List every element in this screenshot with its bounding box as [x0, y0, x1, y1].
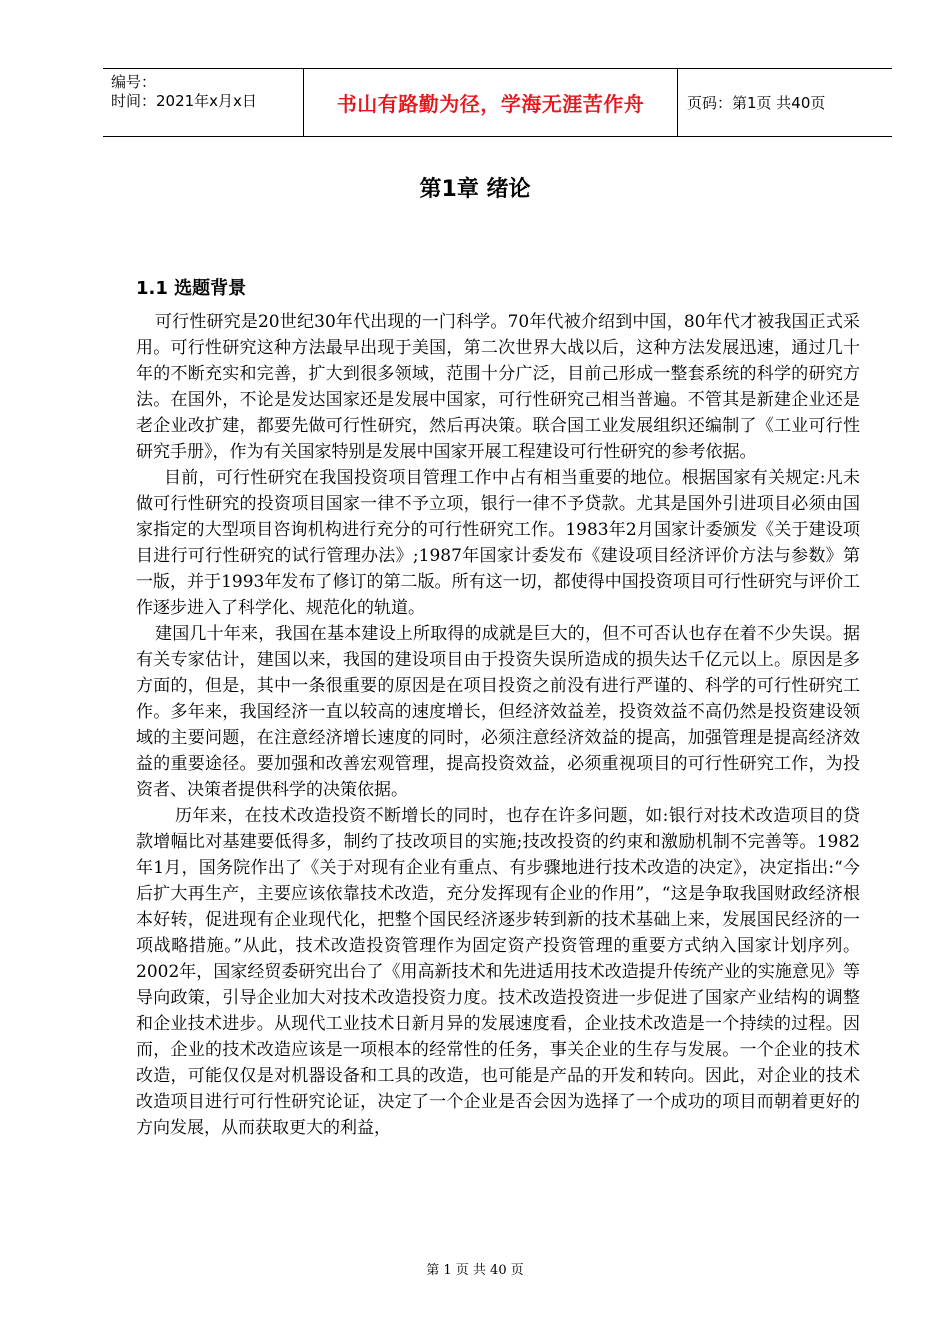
chapter-title: 第1章 绪论 — [419, 177, 531, 202]
page-footer: 第 1 页 共 40 页 — [426, 1263, 524, 1278]
header-motto: 书山有路勤为径，学海无涯苦作舟 — [304, 69, 678, 136]
paragraph: 建国几十年来，我国在基本建设上所取得的成就是巨大的，但不可否认也存在着不少失误。据有关专家估计，建国以来，我国的建设项目由于投资失误所造成的损失达千亿元以上。原因是多方面的，但是，其中一条很重要的原因是在项目投资之前没有进行严谨的、科学的可行性研究工作。多年来，我国经济一直以较高的速度增长，但经济效益差，投资效益不高仍然是投资建设领域的主要问题，在注意经济增长速度的同时，必须注意经济效益的提高，加强管理是提高经济效益的重要途径。要加强和改善宏观管理，提高投资效益，必须重视项目的可行性研究工作，为投资者、决策者提供科学的决策依据。 — [136, 624, 860, 800]
number-label: 编号： — [111, 73, 157, 91]
page-header — [103, 68, 892, 137]
time-label: 时间：2021年x月x日 — [111, 92, 257, 110]
paragraph: 可行性研究是20世纪30年代出现的一门科学。70年代被介绍到中国，80年代才被我国正式采用。可行性研究这种方法最早出现于美国，第二次世界大战以后，这种方法发展迅速，通过几十年的不断充实和完善，扩大到很多领域，范围十分广泛，目前己形成一整套系统的科学的研究方法。在国外，不论是发达国家还是发展中国家，可行性研究己相当普遍。不管其是新建企业还是老企业改扩建，都要先做可行性研究，然后再决策。联合国工业发展组织还编制了《工业可行性研究手册》，作为有关国家特别是发展中国家开展工程建设可行性研究的参考依据。 — [136, 312, 860, 462]
section-title: 1.1 选题背景 — [136, 278, 247, 299]
paragraph: 目前，可行性研究在我国投资项目管理工作中占有相当重要的地位。根据国家有关规定:凡未做可行性研究的投资项目国家一律不予立项，银行一律不予贷款。尤其是国外引进项目必须由国家指定的大型项目咨询机构进行充分的可行性研究工作。1983年2月国家计委颁发《关于建设项目进行可行性研究的试行管理办法》;1987年国家计委发布《建设项目经济评价方法与参数》第一版，并于1993年发布了修订的第二版。所有这一切，都使得中国投资项目可行性研究与评价工作逐步进入了科学化、规范化的轨道。 — [136, 468, 860, 618]
paragraph: 历年来，在技术改造投资不断增长的同时，也存在许多问题，如:银行对技术改造项目的贷款增幅比对基建要低得多，制约了技改项目的实施;技改投资的约束和激励机制不完善等。1982年1月，国务院作出了《关于对现有企业有重点、有步骤地进行技术改造的决定》，决定指出:“今后扩大再生产，主要应该依靠技术改造，充分发挥现有企业的作用”，“这是争取我国财政经济根本好转，促进现有企业现代化，把整个国民经济逐步转到新的技术基础上来，发展国民经济的一项战略措施。”从此，技术改造投资管理作为固定资产投资管理的重要方式纳入国家计划序列。2002年，国家经贸委研究出台了《用高新技术和先进适用技术改造提升传统产业的实施意见》等导向政策，引导企业加大对技术改造投资力度。技术改造投资进一步促进了国家产业结构的调整和企业技术进步。从现代工业技术日新月异的发展速度看，企业技术改造是一个持续的过程。因而，企业的技术改造应该是一项根本的经常性的任务，事关企业的生存与发展。一个企业的技术改造，可能仅仅是对机器设备和工具的改造，也可能是产品的开发和转向。因此，对企业的技术改造项目进行可行性研究论证，决定了一个企业是否会因为选择了一个成功的项目而朝着更好的方向发展，从而获取更大的利益， — [136, 806, 860, 1138]
header-meta — [103, 69, 304, 136]
body-text — [136, 309, 860, 1141]
header-page-code: 页码：第1页 共40页 — [687, 94, 826, 112]
